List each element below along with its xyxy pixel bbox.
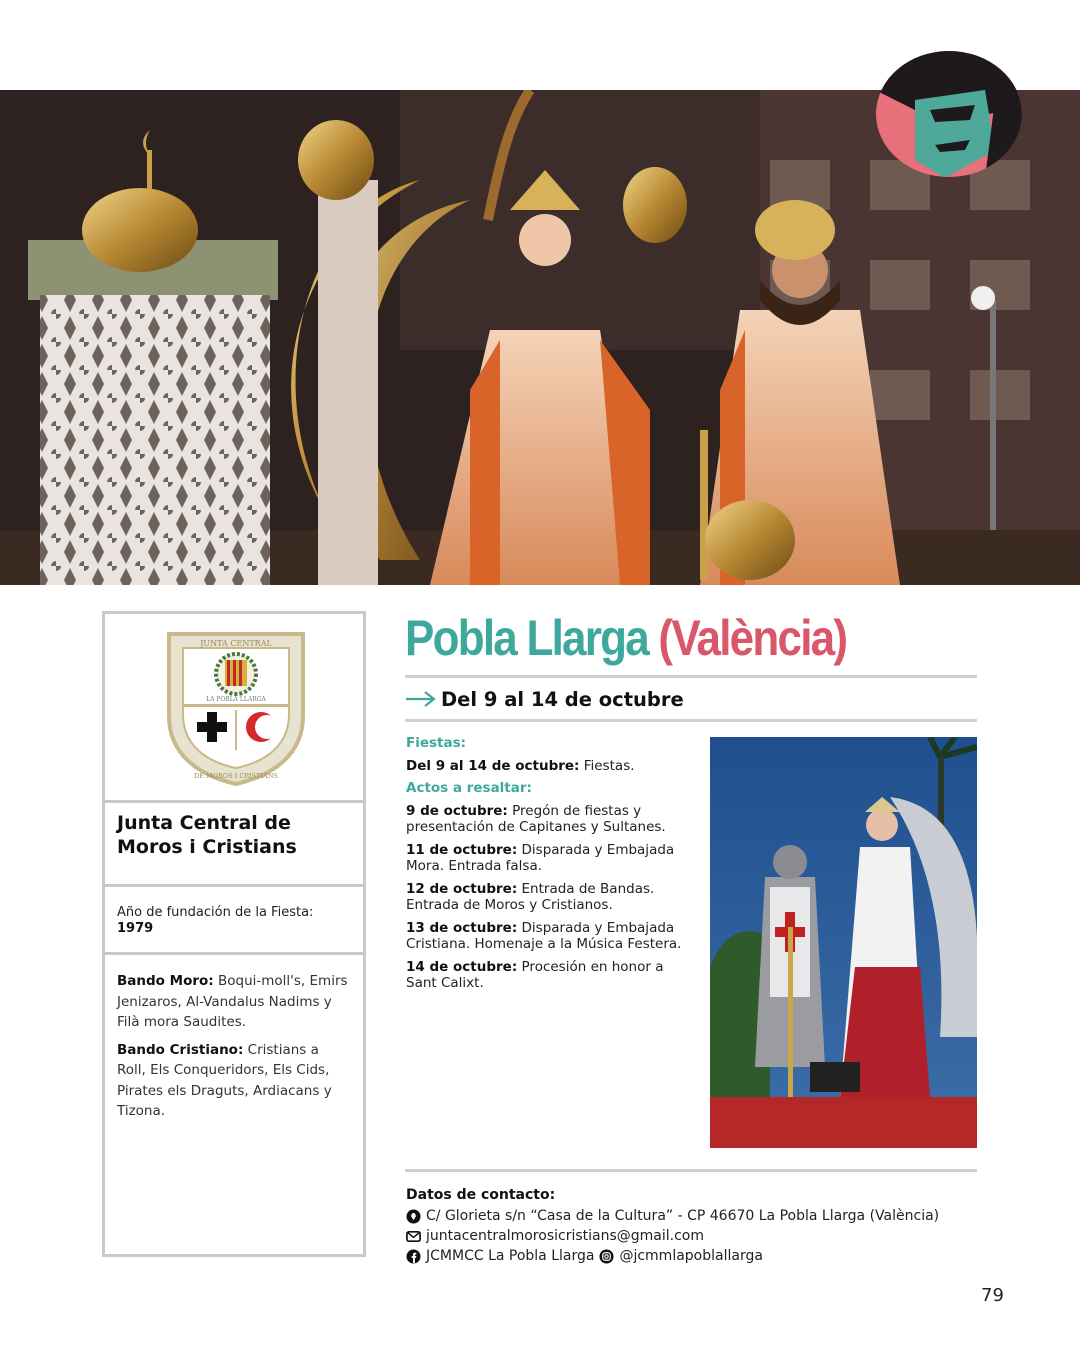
event-item xyxy=(406,842,696,875)
logo-text-top: JUNTA CENTRAL xyxy=(200,639,272,648)
founded-label: Año de fundación de la Fiesta: xyxy=(117,905,314,920)
instagram-icon xyxy=(599,1249,614,1264)
event-date: 9 de octubre: xyxy=(406,802,508,819)
fiestas-text: Fiestas. xyxy=(583,757,635,774)
bando-moro-label: Bando Moro: xyxy=(117,973,214,989)
bando-cristiano xyxy=(117,1040,351,1122)
date-range: Del 9 al 14 de octubre xyxy=(441,687,684,711)
event-item xyxy=(406,920,696,953)
junta-central-logo xyxy=(161,626,311,786)
fiestas-line xyxy=(406,758,696,775)
fiestas-heading: Fiestas: xyxy=(406,735,467,751)
event-date: 12 de octubre: xyxy=(406,880,518,897)
org-name-line2: Moros i Cristians xyxy=(117,836,297,858)
event-item xyxy=(406,959,696,992)
logo-text-mid: LA POBLA LLARGA xyxy=(206,696,266,703)
mask-badge-icon xyxy=(875,50,1023,178)
date-range-row xyxy=(405,684,684,714)
event-item xyxy=(406,803,696,836)
event-text: Entrada de Bandas. Entrada de Moros y Cristianos. xyxy=(406,880,655,913)
contact-address-row xyxy=(406,1206,1006,1226)
divider xyxy=(405,719,977,722)
festival-photo xyxy=(710,737,977,1148)
event-date: 14 de octubre: xyxy=(406,958,518,975)
contact-instagram[interactable]: @jcmmlapoblallarga xyxy=(619,1248,763,1264)
org-name xyxy=(117,811,351,859)
page-title xyxy=(405,603,924,673)
title-region: (València) xyxy=(658,610,847,666)
contact-section xyxy=(406,1185,1006,1266)
email-icon xyxy=(406,1229,421,1244)
location-icon xyxy=(406,1209,421,1224)
event-text: Disparada y Embajada Cristiana. Homenaje a la Música Festera. xyxy=(406,919,682,952)
contact-address: C/ Glorieta s/n “Casa de la Cultura” - CP 46670 La Pobla Llarga (València) xyxy=(426,1208,940,1224)
founded-year: 1979 xyxy=(117,921,154,936)
event-text: Disparada y Embajada Mora. Entrada falsa. xyxy=(406,841,675,874)
logo-text-bottom: DE MOROS I CRISTIANS xyxy=(193,772,279,780)
event-date: 11 de octubre: xyxy=(406,841,518,858)
title-city: Pobla Llarga xyxy=(405,610,648,666)
highlights-heading: Actos a resaltar: xyxy=(406,780,532,796)
contact-title: Datos de contacto: xyxy=(406,1187,556,1203)
bando-moro xyxy=(117,971,351,1033)
logo-cell xyxy=(105,614,363,803)
bando-cristiano-label: Bando Cristiano: xyxy=(117,1041,244,1058)
contact-social-row xyxy=(406,1246,1006,1266)
founded-cell xyxy=(105,887,363,955)
page-number: 79 xyxy=(981,1285,1004,1306)
event-item xyxy=(406,881,696,914)
fiestas-date: Del 9 al 14 de octubre: xyxy=(406,757,580,774)
divider xyxy=(405,675,977,678)
contact-email-row xyxy=(406,1226,1006,1246)
bandos-cell xyxy=(105,955,363,1122)
event-text: Pregón de fiestas y presentación de Capitanes y Sultanes. xyxy=(406,802,666,835)
info-panel xyxy=(102,611,366,1257)
contact-facebook[interactable]: JCMMCC La Pobla Llarga xyxy=(426,1248,595,1264)
bando-cristiano-text: Cristians a Roll, Els Conqueridors, Els Cids, Pirates els Draguts, Ardiacans y Tizona. xyxy=(117,1041,332,1119)
contact-email[interactable]: juntacentralmorosicristians@gmail.com xyxy=(426,1228,704,1244)
bando-moro-text: Boqui-moll's, Emirs Jenizaros, Al-Vandalus Nadims y Filà mora Saudites. xyxy=(117,973,348,1030)
event-text: Procesión en honor a Sant Calixt. xyxy=(406,958,664,991)
program xyxy=(406,735,696,998)
divider xyxy=(405,1169,977,1172)
org-name-cell xyxy=(105,803,363,887)
org-name-line1: Junta Central de xyxy=(117,812,291,834)
facebook-icon xyxy=(406,1249,421,1264)
event-date: 13 de octubre: xyxy=(406,919,518,936)
arrow-right-icon xyxy=(405,689,437,709)
